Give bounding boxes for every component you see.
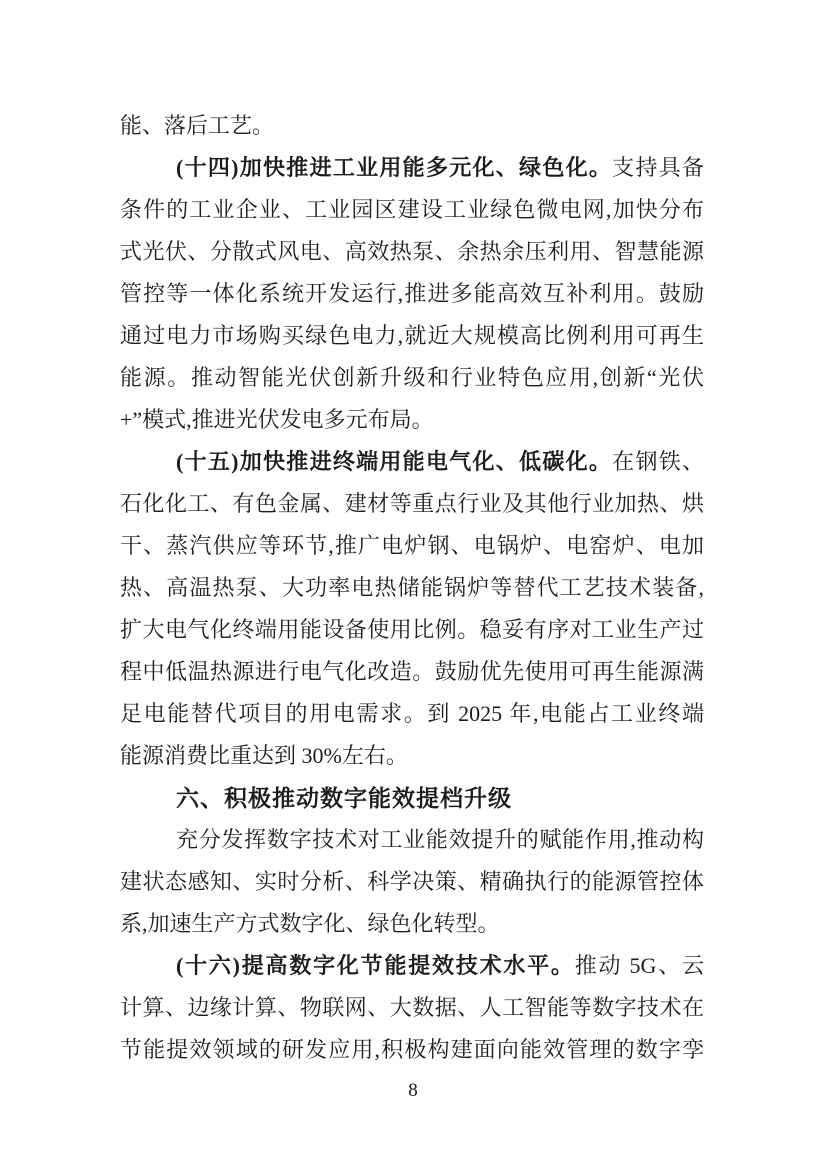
text-line bbox=[120, 315, 704, 357]
text-line bbox=[120, 231, 704, 273]
text-line bbox=[120, 735, 704, 777]
text-line bbox=[120, 357, 704, 399]
bold-run: 六、积极推动数字能效提档升级 bbox=[176, 785, 512, 811]
text-line bbox=[120, 945, 704, 987]
text-run: 节能提效领域的研发应用,积极构建面向能效管理的数字孪 bbox=[120, 1037, 704, 1062]
text-line bbox=[120, 273, 704, 315]
text-line bbox=[120, 693, 704, 735]
bold-run: (十六)提高数字化节能提效技术水平。 bbox=[176, 953, 575, 978]
text-run: 足电能替代项目的用电需求。到 2025 年,电能占工业终端 bbox=[120, 701, 704, 726]
text-line bbox=[120, 483, 704, 525]
section-heading bbox=[120, 777, 704, 819]
text-run: 管控等一体化系统开发运行,推进多能高效互补利用。鼓励 bbox=[120, 281, 704, 306]
text-line bbox=[120, 819, 704, 861]
text-run: 推动 5G、云 bbox=[574, 953, 705, 978]
text-line bbox=[120, 147, 704, 189]
text-run: 热、高温热泵、大功率电热储能锅炉等替代工艺技术装备, bbox=[120, 575, 704, 600]
text-run: 建状态感知、实时分析、科学决策、精确执行的能源管控体 bbox=[120, 869, 704, 894]
text-line bbox=[120, 567, 704, 609]
text-line bbox=[120, 903, 704, 945]
text-run: 在钢铁、 bbox=[612, 449, 704, 474]
text-line bbox=[120, 651, 704, 693]
text-run: 干、蒸汽供应等环节,推广电炉钢、电锅炉、电窑炉、电加 bbox=[120, 533, 704, 558]
page-number: 8 bbox=[408, 1080, 418, 1101]
text-run: 系,加速生产方式数字化、绿色化转型。 bbox=[120, 911, 500, 936]
text-line bbox=[120, 189, 704, 231]
text-run: +”模式,推进光伏发电多元布局。 bbox=[120, 407, 434, 432]
document-body bbox=[120, 105, 704, 1071]
text-line bbox=[120, 105, 704, 147]
text-line bbox=[120, 399, 704, 441]
text-run: 支持具备 bbox=[612, 155, 704, 180]
bold-run: (十四)加快推进工业用能多元化、绿色化。 bbox=[176, 155, 613, 180]
text-run: 条件的工业企业、工业园区建设工业绿色微电网,加快分布 bbox=[120, 197, 704, 222]
text-line bbox=[120, 441, 704, 483]
text-run: 能源消费比重达到 30%左右。 bbox=[120, 743, 408, 768]
bold-run: (十五)加快推进终端用能电气化、低碳化。 bbox=[176, 449, 613, 474]
text-run: 充分发挥数字技术对工业能效提升的赋能作用,推动构 bbox=[176, 827, 704, 852]
text-run: 式光伏、分散式风电、高效热泵、余热余压利用、智慧能源 bbox=[120, 239, 704, 264]
text-line bbox=[120, 987, 704, 1029]
text-run: 扩大电气化终端用能设备使用比例。稳妥有序对工业生产过 bbox=[120, 617, 704, 642]
text-line bbox=[120, 861, 704, 903]
text-run: 通过电力市场购买绿色电力,就近大规模高比例利用可再生 bbox=[120, 323, 704, 348]
text-line bbox=[120, 525, 704, 567]
text-run: 石化化工、有色金属、建材等重点行业及其他行业加热、烘 bbox=[120, 491, 704, 516]
text-line bbox=[120, 609, 704, 651]
text-run: 能、落后工艺。 bbox=[120, 113, 275, 138]
text-run: 程中低温热源进行电气化改造。鼓励优先使用可再生能源满 bbox=[120, 659, 704, 684]
text-run: 计算、边缘计算、物联网、大数据、人工智能等数字技术在 bbox=[120, 995, 704, 1020]
text-line bbox=[120, 1029, 704, 1071]
text-run: 能源。推动智能光伏创新升级和行业特色应用,创新“光伏 bbox=[120, 365, 704, 390]
